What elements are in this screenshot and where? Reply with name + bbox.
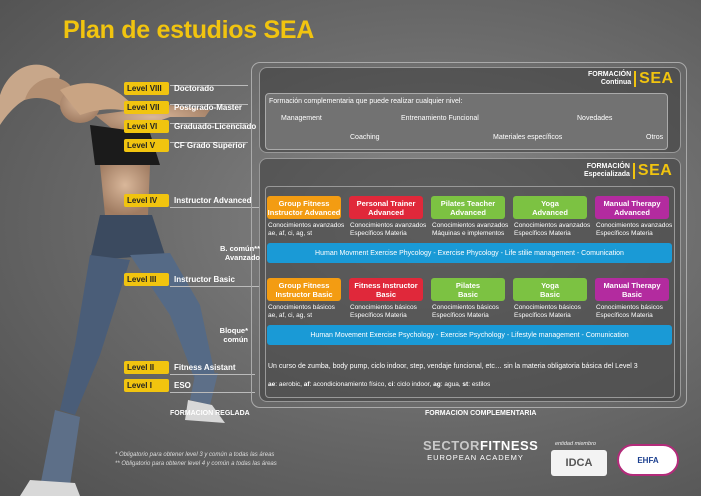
card-fitness-instructor-basic: Fitness Instructor Basic — [349, 278, 423, 301]
basic-common-label: Bloque* común — [219, 326, 248, 344]
level-vi — [124, 120, 256, 133]
level-tag: Level VI — [124, 120, 169, 133]
level-vii — [124, 101, 242, 114]
level-label: Graduado-Licenciado — [174, 122, 257, 131]
sea-logo: SEA — [639, 70, 674, 87]
continua-header: FORMACIÓN Continua SEA — [588, 70, 674, 87]
level-tag: Level I — [124, 379, 169, 392]
idca-logo: IDCA — [551, 450, 607, 476]
card-desc: Conocimientos avanzados ae, af, ci, ag, st — [268, 222, 345, 237]
level-label: CF Grado Superior — [174, 141, 246, 150]
ehfa-logo: EHFA — [617, 444, 679, 476]
card-pilates-advanced: Pilates Teacher Advanced — [431, 196, 505, 219]
level-line — [170, 286, 260, 287]
level-iv — [124, 194, 252, 207]
level-i — [124, 379, 191, 392]
sector-fitness-logo: SECTORFITNESS EUROPEAN ACADEMY — [423, 438, 539, 462]
continua-item: Coaching — [350, 134, 380, 141]
card-desc: Conocimientos básicos Específicos Materia — [432, 304, 499, 319]
advanced-common-label: B. común** Avanzado — [219, 244, 260, 262]
card-yoga-basic: Yoga Basic — [513, 278, 587, 301]
level-v — [124, 139, 246, 152]
continua-item: Otros — [646, 134, 664, 141]
card-group-fitness-basic: Group Fitness Instructor Basic — [267, 278, 341, 301]
card-desc: Conocimientos básicos Específicos Materia — [514, 304, 581, 319]
continua-intro: Formación complementaria que puede realizar cualquier nivel: — [269, 98, 463, 105]
level-tag: Level II — [124, 361, 169, 374]
level-tag: Level IV — [124, 194, 169, 207]
level-line — [170, 207, 260, 208]
card-desc: Conocimientos avanzados Específicos Materia — [514, 222, 591, 237]
card-manual-therapy-advanced: Manual Therapy Advanced — [595, 196, 669, 219]
level2-description: Un curso de zumba, body pump, ciclo indoor, step, vendaje funcional, etc… sin la materia obligatoria básica del Level 3 — [268, 363, 638, 370]
level-line — [170, 392, 255, 393]
level-label: Doctorado — [174, 84, 214, 93]
card-yoga-advanced: Yoga Advanced — [513, 196, 587, 219]
formacion-complementaria-label: FORMACION COMPLEMENTARIA — [425, 410, 537, 417]
card-desc: Conocimientos avanzados Específicos Materia — [596, 222, 673, 237]
card-group-fitness-advanced: Group Fitness Instructor Advanced — [267, 196, 341, 219]
card-desc: Conocimientos avanzados Específicos Materia — [350, 222, 427, 237]
level-ii — [124, 361, 236, 374]
level-label: Instructor Basic — [174, 275, 235, 284]
level-tag: Level III — [124, 273, 169, 286]
level-label: Instructor Advanced — [174, 196, 252, 205]
level-tag: Level VIII — [124, 82, 169, 95]
member-label: entidad miembro — [555, 441, 596, 447]
continua-item: Entrenamiento Funcional — [401, 115, 479, 122]
basic-common-bar: Human Movement Exercise Psychology - Exercise Psychology - Lifestyle management - Comunication — [267, 325, 672, 345]
level-label: Fitness Asistant — [174, 363, 236, 372]
footnote: * Obligatorio para obtener level 3 y común a todas las áreas — [115, 452, 275, 458]
card-pilates-basic: Pilates Basic — [431, 278, 505, 301]
continua-item: Materiales específicos — [493, 134, 563, 141]
card-desc: Conocimientos básicos ae, af, ci, ag, st — [268, 304, 335, 319]
especializada-header: FORMACIÓN Especializada SEA — [584, 162, 673, 179]
level-label: ESO — [174, 381, 191, 390]
card-manual-therapy-basic: Manual Therapy Basic — [595, 278, 669, 301]
level-iii — [124, 273, 235, 286]
level-tag: Level VII — [124, 101, 169, 114]
advanced-common-bar: Human Movment Exercise Phycology - Exercise Phycology - Life stilie management - Comunication — [267, 243, 672, 263]
card-desc: Conocimientos básicos Específicos Materia — [350, 304, 417, 319]
sea-logo: SEA — [637, 162, 673, 179]
abbreviation-legend: ae: aerobic, af: acondicionamiento físico, ci: ciclo indoor, ag: agua, st: estilos — [268, 381, 491, 388]
level-viii — [124, 82, 214, 95]
card-desc: Conocimientos básicos Específicos Materia — [596, 304, 663, 319]
level-line — [170, 374, 255, 375]
level-tag: Level V — [124, 139, 169, 152]
card-desc: Conocimientos avanzados Máquinas e implementos — [432, 222, 509, 237]
continua-item: Novedades — [577, 115, 613, 122]
page-title: Plan de estudios SEA — [63, 16, 315, 44]
formacion-reglada-label: FORMACION REGLADA — [170, 410, 250, 417]
card-personal-trainer-advanced: Personal Trainer Advanced — [349, 196, 423, 219]
level-label: Postgrado-Master — [174, 103, 243, 112]
continua-item: Management — [281, 115, 322, 122]
footnote: ** Obligatorio para obtener level 4 y común a todas las áreas — [115, 461, 277, 467]
